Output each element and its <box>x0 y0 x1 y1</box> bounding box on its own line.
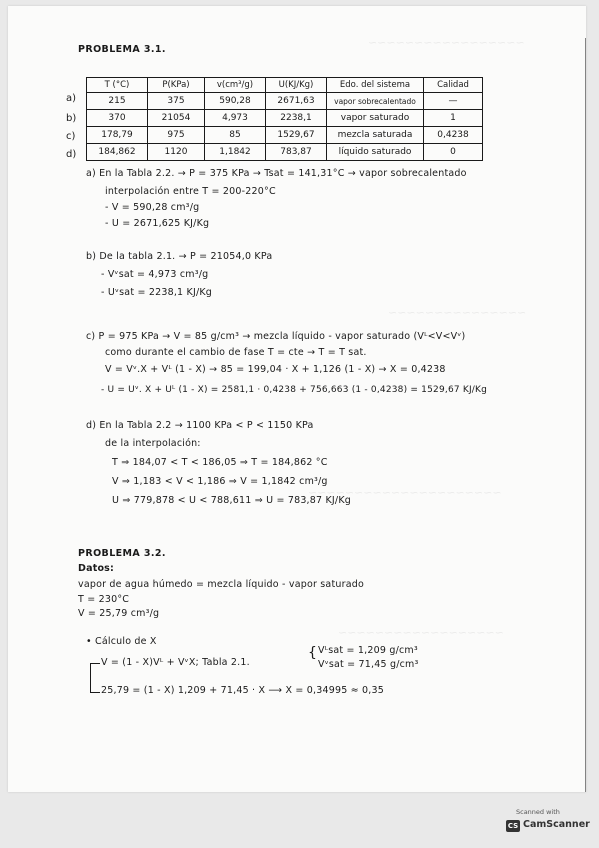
problem-3-2-result: 25,79 = (1 - X) 1,209 + 71,45 · X ⟶ X = 0,34995 ≈ 0,35 <box>101 685 385 696</box>
table-cell: 85 <box>205 127 266 144</box>
table-row <box>87 93 483 110</box>
table-cell: 0 <box>424 144 483 161</box>
bleed-through: ~~~~~~~~~~~~~~~ <box>388 306 527 319</box>
part-a-line-2: interpolación entre T = 200-220°C <box>105 186 276 197</box>
table-cell: mezcla saturada <box>327 127 424 144</box>
part-c-line-4: - U = Uᵛ. X + Uᴸ (1 - X) = 2581,1 · 0,4238 + 756,663 (1 - 0,4238) = 1529,67 KJ/Kg <box>101 385 488 395</box>
table-header-row <box>87 78 483 93</box>
camscanner-logo-icon: CS <box>507 822 519 830</box>
table-cell: 975 <box>148 127 205 144</box>
table-cell: 1,1842 <box>205 144 266 161</box>
part-c-line-1: c) P = 975 KPa → V = 85 g/cm³ → mezcla líquido - vapor saturado (Vᴸ<V<Vᵛ) <box>86 331 466 342</box>
table-cell: líquido saturado <box>327 144 424 161</box>
table-cell: 184,862 <box>87 144 148 161</box>
table-cell: 215 <box>87 93 148 110</box>
problem-3-2-equation: V = (1 - X)Vᴸ + VᵛX; Tabla 2.1. <box>101 657 250 668</box>
problem-3-2-line-1: vapor de agua húmedo = mezcla líquido - vapor saturado <box>78 579 364 590</box>
part-b-line-1: b) De la tabla 2.1. → P = 21054,0 KPa <box>86 251 273 262</box>
problem-3-2-title: PROBLEMA 3.2. <box>78 548 166 559</box>
part-a-line-1: a) En la Tabla 2.2. → P = 375 KPa → Tsat = 141,31°C → vapor sobrecalentado <box>86 168 467 179</box>
part-c-line-3: V = Vᵛ.X + Vᴸ (1 - X) → 85 = 199,04 · X + 1,126 (1 - X) → X = 0,4238 <box>105 364 446 375</box>
row-label-a: a) <box>66 93 77 104</box>
vv-sat-value: Vᵛsat = 71,45 g/cm³ <box>318 659 419 670</box>
properties-table <box>86 77 483 161</box>
table-cell: 590,28 <box>205 93 266 110</box>
table-cell: 375 <box>148 93 205 110</box>
problem-3-2-line-2: T = 230°C <box>78 594 130 605</box>
part-b-line-2: - Vᵛsat = 4,973 cm³/g <box>101 269 209 280</box>
table-cell: 370 <box>87 110 148 127</box>
part-c-line-2: como durante el cambio de fase T = cte → T = T sat. <box>105 347 367 358</box>
table-cell: vapor sobrecalentado <box>327 93 424 110</box>
bleed-through: ~~~~~~~~~~~~~~~~~ <box>368 36 525 49</box>
part-a-line-4: - U = 2671,625 KJ/Kg <box>105 218 210 229</box>
table-row <box>87 110 483 127</box>
table-cell: 0,4238 <box>424 127 483 144</box>
table-cell: 1529,67 <box>266 127 327 144</box>
part-d-line-5: U ⇒ 779,878 < U < 788,611 ⇒ U = 783,87 KJ/Kg <box>112 495 351 506</box>
header-temperature: T (°C) <box>87 78 148 93</box>
datos-label: Datos: <box>78 563 115 574</box>
table-cell: 783,87 <box>266 144 327 161</box>
calculo-heading: • Cálculo de X <box>86 636 157 647</box>
table-cell: — <box>424 93 483 110</box>
camscanner-brand: CamScanner <box>523 819 590 830</box>
scanned-with-label: Scanned with <box>516 808 560 816</box>
table-row <box>87 127 483 144</box>
bleed-through: ~~~~~~~~~~~~~~~~~~~~~ <box>308 486 502 499</box>
row-label-d: d) <box>66 149 77 160</box>
part-d-line-4: V ⇒ 1,183 < V < 1,186 ⇒ V = 1,1842 cm³/g <box>112 476 328 487</box>
part-b-line-3: - Uᵛsat = 2238,1 KJ/Kg <box>101 287 213 298</box>
table-cell: 4,973 <box>205 110 266 127</box>
camscanner-badge <box>504 808 590 838</box>
table-cell: 21054 <box>148 110 205 127</box>
page-margin-line <box>585 38 586 792</box>
part-d-line-2: de la interpolación: <box>105 438 201 449</box>
table-cell: 178,79 <box>87 127 148 144</box>
row-label-b: b) <box>66 113 77 124</box>
part-d-line-1: d) En la Tabla 2.2 → 1100 KPa < P < 1150 KPa <box>86 420 314 431</box>
table-cell: 1 <box>424 110 483 127</box>
vl-sat-value: Vᴸsat = 1,209 g/cm³ <box>318 645 418 656</box>
table-cell: vapor saturado <box>327 110 424 127</box>
arrow-bracket <box>90 663 100 693</box>
table-cell: 2671,63 <box>266 93 327 110</box>
part-a-line-3: - V = 590,28 cm³/g <box>105 202 200 213</box>
problem-3-2-line-3: V = 25,79 cm³/g <box>78 608 160 619</box>
table-row <box>87 144 483 161</box>
part-d-line-3: T ⇒ 184,07 < T < 186,05 ⇒ T = 184,862 °C <box>112 457 328 468</box>
row-label-c: c) <box>66 131 76 142</box>
problem-3-1-title: PROBLEMA 3.1. <box>78 44 166 55</box>
header-energy: U(KJ/Kg) <box>266 78 327 93</box>
table-cell: 2238,1 <box>266 110 327 127</box>
brace-icon: { <box>308 645 318 661</box>
header-quality: Calidad <box>424 78 483 93</box>
header-volume: v(cm³/g) <box>205 78 266 93</box>
bleed-through: ~~~~~~~~~~~~~~~~~~ <box>338 626 504 639</box>
header-state: Edo. del sistema <box>327 78 424 93</box>
header-pressure: P(KPa) <box>148 78 205 93</box>
table-cell: 1120 <box>148 144 205 161</box>
scanned-page <box>8 6 586 792</box>
